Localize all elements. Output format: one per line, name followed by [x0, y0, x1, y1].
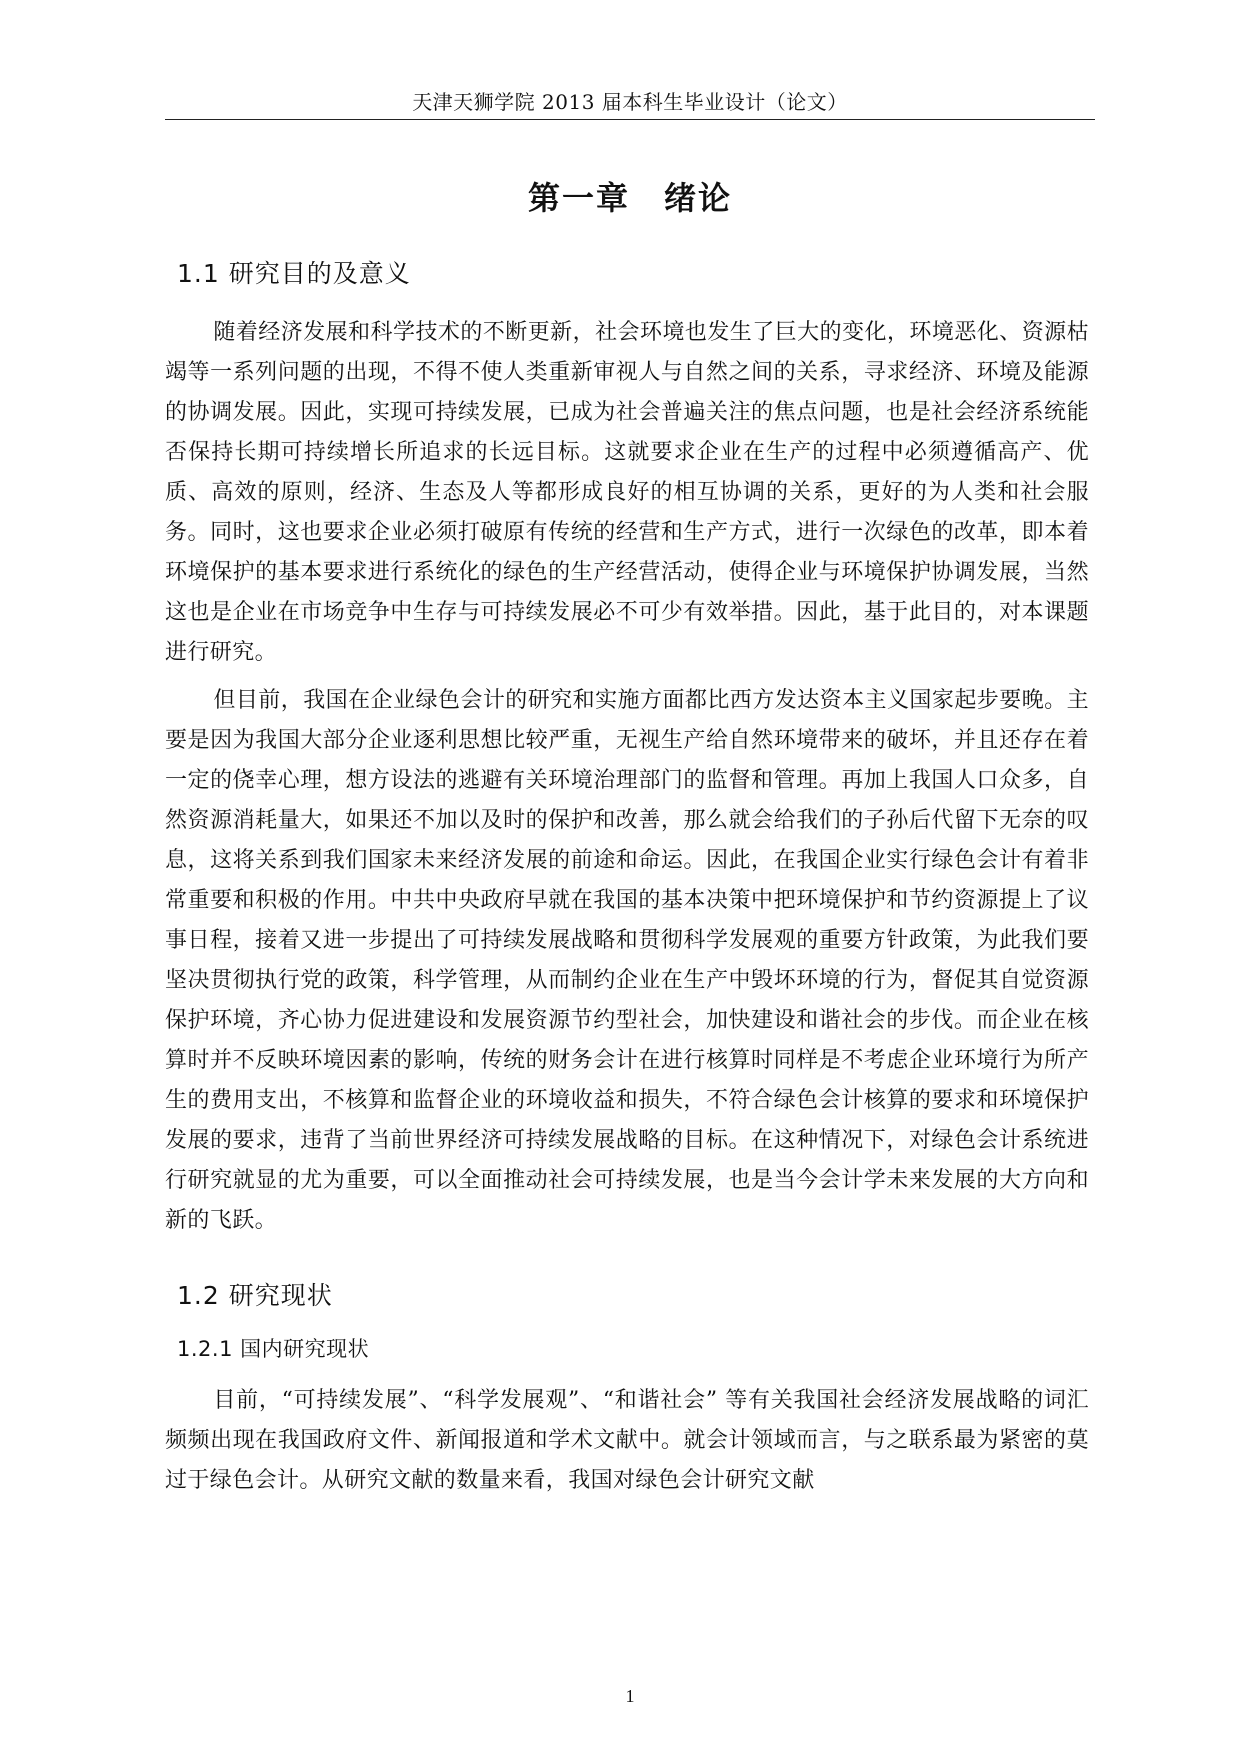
page-number: 1: [625, 1686, 635, 1706]
chapter-number-label: 第一章: [527, 179, 630, 217]
header-rule: [165, 119, 1095, 120]
running-header: 天津天狮学院 2013 届本科生毕业设计（论文）: [412, 90, 848, 114]
subsection-heading-1-2-1: 1.2.1 国内研究现状: [177, 1337, 370, 1361]
body-paragraph: 但目前，我国在企业绿色会计的研究和实施方面都比西方发达资本主义国家起步要晚。主要是因为我国大部分企业逐利思想比较严重，无视生产给自然环境带来的破坏，并且还存在着一定的侥幸心理，想方设法的逃避有关环境治理部门的监督和管理。再加上我国人口众多，自然资源消耗量大，如果还不加以及时的保护和改善，那么就会给我们的子孙后代留下无奈的叹息，这将关系到我们国家未来经济发展的前途和命运。因此，在我国企业实行绿色会计有着非常重要和积极的作用。中共中央政府早就在我国的基本决策中把环境保护和节约资源提上了议事日程，接着又进一步提出了可持续发展战略和贯彻科学发展观的重要方针政策，为此我们要坚决贯彻执行党的政策，科学管理，从而制约企业在生产中毁坏环境的行为，督促其自觉资源保护环境，齐心协力促进建设和发展资源节约型社会，加快建设和谐社会的步伐。而企业在核算时并不反映环境因素的影响，传统的财务会计在进行核算时同样是不考虑企业环境行为所产生的费用支出，不核算和监督企业的环境收益和损失，不符合绿色会计核算的要求和环境保护发展的要求，违背了当前世界经济可持续发展战略的目标。在这种情况下，对绿色会计系统进行研究就显的尤为重要，可以全面推动社会可持续发展，也是当今会计学未来发展的大方向和新的飞跃。: [165, 688, 1089, 1233]
chapter-name: 绪论: [664, 179, 733, 217]
section-heading-1-1: 1.1 研究目的及意义: [177, 259, 411, 288]
chapter-title: [165, 176, 1095, 220]
body-paragraph: 随着经济发展和科学技术的不断更新，社会环境也发生了巨大的变化，环境恶化、资源枯竭等一系列问题的出现，不得不使人类重新审视人与自然之间的关系，寻求经济、环境及能源的协调发展。因此，实现可持续发展，已成为社会普遍关注的焦点问题，也是社会经济系统能否保持长期可持续增长所追求的长远目标。这就要求企业在生产的过程中必须遵循高产、优质、高效的原则，经济、生态及人等都形成良好的相互协调的关系，更好的为人类和社会服务。同时，这也要求企业必须打破原有传统的经营和生产方式，进行一次绿色的改革，即本着环境保护的基本要求进行系统化的绿色的生产经营活动，使得企业与环境保护协调发展，当然这也是企业在市场竞争中生存与可持续发展必不可少有效举措。因此，基于此目的，对本课题进行研究。: [165, 320, 1089, 665]
body-paragraph: 目前，“可持续发展”、“科学发展观”、“和谐社会” 等有关我国社会经济发展战略的词汇频频出现在我国政府文件、新闻报道和学术文献中。就会计领域而言，与之联系最为紧密的莫过于绿色会计。从研究文献的数量来看，我国对绿色会计研究文献: [165, 1388, 1089, 1493]
section-heading-1-2: 1.2 研究现状: [177, 1281, 333, 1310]
